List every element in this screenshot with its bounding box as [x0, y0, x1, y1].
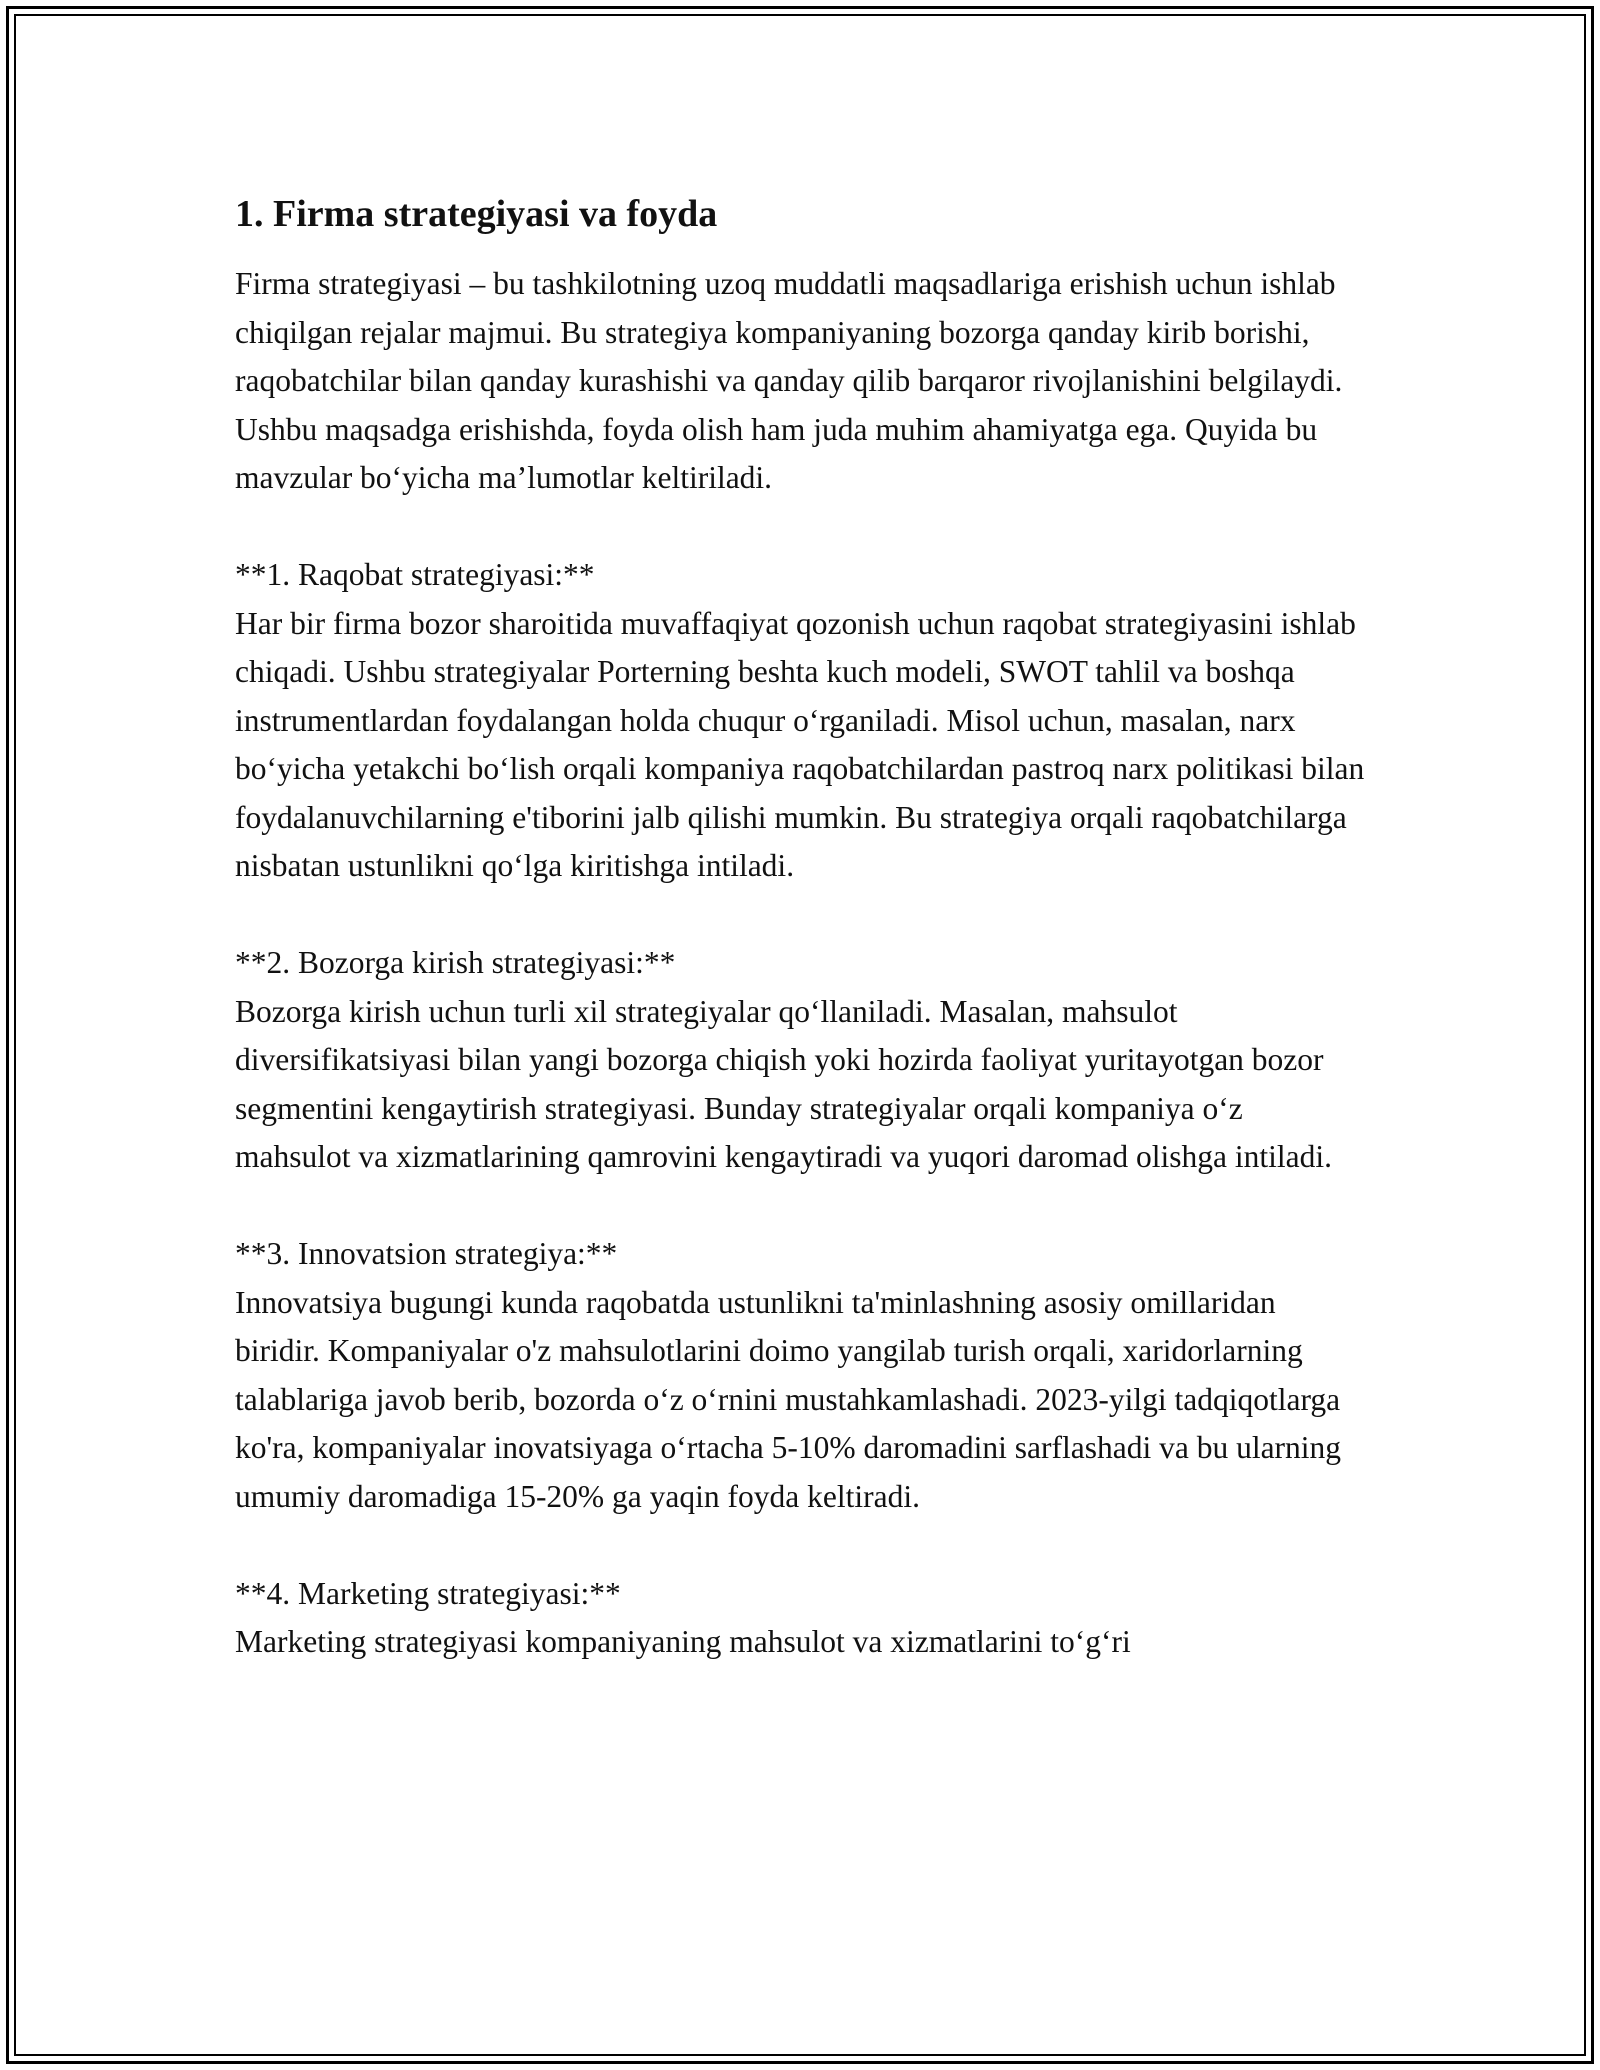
section-paragraph: Marketing strategiyasi kompaniyaning mahsulot va xizmatlarini to‘g‘ri [235, 1624, 1131, 1659]
section-paragraph: Bozorga kirish uchun turli xil strategiyalar qo‘llaniladi. Masalan, mahsulot diversifikatsiyasi bilan yangi bozorga chiqish yoki hozirda faoliyat yuritayotgan bozor segmentini kengaytirish strategiyasi. Bunday strategiyalar orqali kompaniya o‘z mahsulot va xizmatlarining qamrovini kengaytiradi va yuqori daromad olishga intiladi. [235, 993, 1332, 1174]
section-heading: **3. Innovatsion strategiya:** [235, 1236, 618, 1271]
section-paragraph: Innovatsiya bugungi kunda raqobatda ustunlikni ta'minlashning asosiy omillaridan biridir. Kompaniyalar o'z mahsulotlarini doimo yangilab turish orqali, xaridorlarning talablariga javob berib, bozorda o‘z o‘rnini mustahkamlashadi. 2023-yilgi tadqiqotlarga ko'ra, kompaniyalar inovatsiyaga o‘rtacha 5-10% daromadini sarflashadi va bu ularning umumiy daromadiga 15-20% ga yaqin foyda keltiradi. [235, 1284, 1342, 1514]
section-innovatsion [235, 1230, 1365, 1521]
section-heading: **2. Bozorga kirish strategiyasi:** [235, 945, 676, 980]
section-heading: **4. Marketing strategiyasi:** [235, 1575, 621, 1611]
section-heading: **1. Raqobat strategiyasi:** [235, 557, 595, 592]
section-bozorga-kirish [235, 939, 1365, 1182]
section-paragraph: Har bir firma bozor sharoitida muvaffaqiyat qozonish uchun raqobat strategiyasini ishlab chiqadi. Ushbu strategiyalar Porterning beshta kuch modeli, SWOT tahlil va boshqa instrumentlardan foydalangan holda chuqur o‘rganiladi. Misol uchun, masalan, narx bo‘yicha yetakchi bo‘lish orqali kompaniya raqobatchilardan pastroq narx politikasi bilan foydalanuvchilarning e'tiborini jalb qilishi mumkin. Bu strategiya orqali raqobatchilarga nisbatan ustunlikni qo‘lga kiritishga intiladi. [235, 605, 1365, 883]
intro-paragraph: Firma strategiyasi – bu tashkilotning uzoq muddatli maqsadlariga erishish uchun ishlab chiqilgan rejalar majmui. Bu strategiya kompaniyaning bozorga qanday kirib borishi, raqobatchilar bilan qanday kurashishi va qanday qilib barqaror rivojlanishini belgilaydi. Ushbu maqsadga erishishda, foyda olish ham juda muhim ahamiyatga ega. Quyida bu mavzular bo‘yicha ma’lumotlar keltiriladi. [235, 266, 1343, 495]
page-title: 1. Firma strategiyasi va foyda [235, 193, 718, 235]
section-raqobat [235, 551, 1365, 891]
section-marketing [235, 1570, 1365, 1667]
document-body [235, 190, 1365, 1667]
